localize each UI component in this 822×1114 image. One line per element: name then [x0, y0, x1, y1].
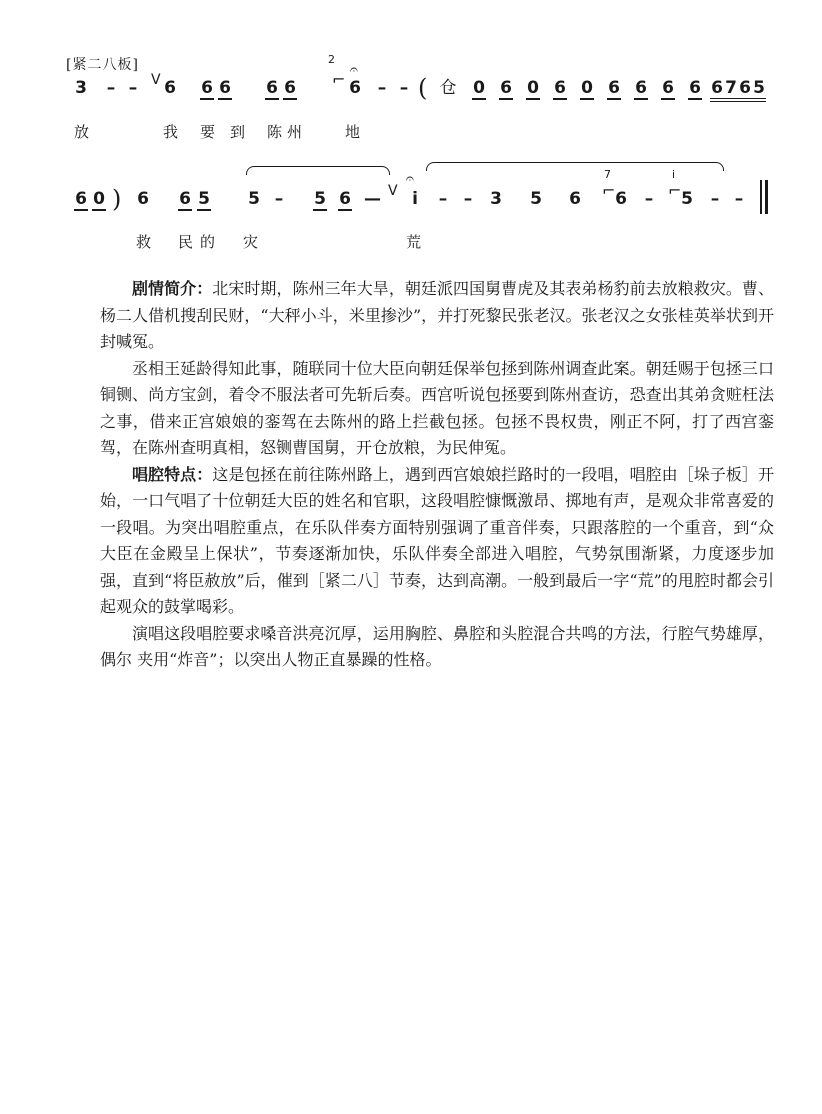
note: 5 [752, 78, 766, 102]
breath-mark: V [151, 72, 161, 88]
note: 7 [724, 78, 738, 102]
final-barline-thick [765, 180, 768, 214]
paragraph-features [100, 462, 774, 621]
note: 6 [615, 189, 627, 209]
note: – [399, 78, 409, 98]
fermata-icon: 𝄐 [406, 171, 414, 187]
features-text: 这是包拯在前往陈州路上，遇到西宫娘娘拦路时的一段唱，唱腔由［垛子板］开始，一口气唱了十位朝廷大臣的姓名和官职，这段唱腔慷慨激昂、掷地有声，是观众非常喜爱的一段唱。为突出唱腔重点，在乐队伴奏方面特别强调了重音伴奏，只跟落腔的一个重音，到“众大臣在金殿呈上保状”，节奏逐渐加快，乐队伴奏全部进入唱腔，气势氛围渐紧，力度逐步加强，直到“将臣赦放”后，催到［紧二八］节奏，达到高潮。一般到最后一字“荒”的甩腔时都会引起观众的鼓掌喝彩。 [100, 464, 774, 616]
note: – [377, 78, 387, 98]
grace-note: 2 [328, 53, 335, 66]
slide-mark: ⌐ [668, 181, 682, 200]
synopsis-label: 剧情简介： [132, 279, 213, 298]
slur [426, 162, 724, 171]
note: 5 [198, 189, 210, 209]
lyric-char: 荒 [406, 233, 422, 251]
lyric-char: 地 [345, 123, 361, 141]
note: 5 [681, 189, 693, 209]
note: 6 [500, 78, 512, 98]
note: – [710, 189, 720, 209]
synopsis-text: 北宋时期，陈州三年大旱，朝廷派四国舅曹虎及其表弟杨豹前去放粮救灾。曹、杨二人借机搜刮民财，“大秤小斗，米里掺沙”，并打死黎民张老汉。张老汉之女张桂英举状到开封喊冤。 [100, 279, 774, 351]
note: 6 [179, 189, 191, 209]
note: 6 [635, 78, 647, 98]
note: 5 [314, 189, 326, 209]
gong-syllable: 仓 [439, 78, 457, 98]
note: 6 [164, 78, 176, 98]
grace-note: 7 [604, 168, 611, 181]
note: – [274, 189, 284, 209]
lyric-char: 救 [136, 233, 152, 251]
note: 6 [710, 78, 724, 102]
note: – [734, 189, 744, 209]
note: 6 [738, 78, 752, 102]
note: 3 [490, 189, 502, 209]
lyric-char: 的 [200, 233, 216, 251]
note: 6 [662, 78, 674, 98]
paragraph-story [100, 356, 774, 462]
note: 6 [339, 189, 351, 209]
paragraph-synopsis [100, 276, 774, 356]
note: 6 [201, 78, 213, 98]
article-body [100, 276, 774, 674]
lyric-char: 到 [230, 123, 246, 141]
jianpu-score [0, 0, 822, 260]
note: 6 [689, 78, 701, 98]
note: 6 [608, 78, 620, 98]
lyric-char: 要 [200, 123, 216, 141]
note: – [128, 78, 138, 98]
note: 5 [530, 189, 542, 209]
note: 0 [527, 78, 539, 98]
note: 6 [349, 78, 361, 98]
features-label: 唱腔特点： [132, 464, 213, 484]
note: – [438, 189, 448, 209]
paren-close: ) [112, 185, 122, 213]
slide-mark: ⌐ [602, 181, 616, 200]
note: 6 [266, 78, 278, 98]
note: 6 [219, 78, 231, 98]
paren-open: ( [418, 74, 428, 102]
note: 5 [248, 189, 260, 209]
slur [246, 166, 390, 175]
slide-mark: ⌐ [332, 70, 346, 89]
note: 6 [284, 78, 296, 98]
lyric-char: 我 [163, 123, 179, 141]
breath-mark: V [388, 183, 398, 199]
note: – [106, 78, 116, 98]
lyric-char: 放 [74, 123, 90, 141]
note: 3 [75, 78, 87, 98]
note: 6 [554, 78, 566, 98]
grace-note: i [672, 168, 676, 181]
note: 6 [137, 189, 149, 209]
fermata-icon: 𝄐 [350, 62, 358, 78]
note: 0 [93, 189, 105, 209]
lyric-char: 州 [287, 123, 303, 141]
lyric-char: 陈 [267, 123, 283, 141]
performance-text: 演唱这段唱腔要求嗓音洪亮沉厚，运用胸腔、鼻腔和头腔混合共鸣的方法，行腔气势雄厚，偶尔 夹用“炸音”；以突出人物正直暴躁的性格。 [100, 623, 774, 669]
lyric-char: 民 [178, 233, 194, 251]
tempo-marking: [紧二八板] [66, 57, 139, 73]
final-barline-thin [760, 180, 762, 214]
note: 6 [75, 189, 87, 209]
score-line-2 [0, 168, 822, 223]
note: – [644, 189, 654, 209]
note: – [463, 189, 473, 209]
note: 0 [473, 78, 485, 98]
note: 0 [581, 78, 593, 98]
lyric-char: 灾 [243, 233, 259, 251]
note: 6 [569, 189, 581, 209]
story-text: 丞相王延龄得知此事，随联同十位大臣向朝廷保举包拯到陈州调查此案。朝廷赐于包拯三口铜铡、尚方宝剑，着令不服法者可先斩后奏。西宫听说包拯要到陈州查访，恐查出其弟贪赃枉法之事，借来正宫娘娘的銮驾在去陈州的路上拦截包拯。包拯不畏权贵，刚正不阿，打了西宫銮驾，在陈州查明真相，怒铡曹国舅，开仓放粮，为民伸冤。 [100, 358, 774, 457]
note: — [364, 189, 381, 209]
note-high-1: i [412, 189, 418, 209]
paragraph-performance [100, 621, 774, 674]
